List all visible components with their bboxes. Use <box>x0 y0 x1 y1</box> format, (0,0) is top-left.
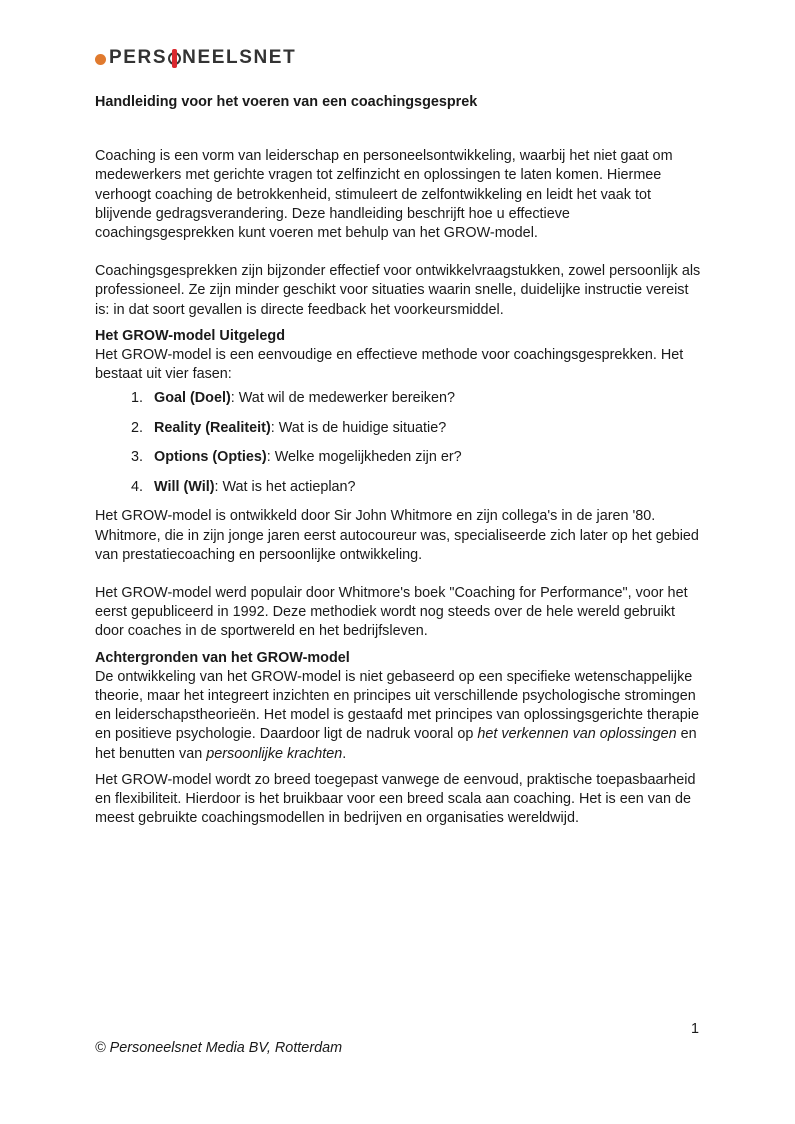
list-item-number: 3. <box>130 449 143 466</box>
list-item-term: Options (Opties) <box>154 449 267 466</box>
list-item-number: 4. <box>130 478 143 495</box>
background-text-a: De ontwikkeling van het GROW-model is niet gebaseerd op een specifieke wetenschappelijke theorie, maar het integreert inzichten en principes uit verschillende psychologische stromingen en leiderschapstheorieën. Het model is gestaafd met principes van oplossingsgerichte therapie en positieve psychologie. Daardoor ligt de nadruk vooral op <box>95 668 699 743</box>
list-item <box>95 478 705 497</box>
list-item-number: 2. <box>130 419 143 436</box>
list-item-desc: : Welke mogelijkheden zijn er? <box>266 449 462 466</box>
footer-copyright: © Personeelsnet Media BV, Rotterdam <box>95 1040 343 1056</box>
list-item-term: Goal (Doel) <box>154 390 231 407</box>
intro-paragraph-1: Coaching is een vorm van leiderschap en personeelsontwikkeling, waarbij het niet gaat om medewerkers met gerichte vragen tot zelfinzicht en oplossingen te laten komen. Hiermee verhoogt coaching de betrokkenheid, stimuleert de zelfontwikkeling en leidt het vaak tot blijvende gedragsverandering. Deze handleiding beschrijft hoe u effectieve coachingsgesprekken kunt voeren met behulp van het GROW-model. <box>95 148 673 242</box>
list-item-term: Will (Wil) <box>154 478 215 495</box>
logo-wordmark <box>109 47 296 69</box>
intro-paragraph-2: Coachingsgesprekken zijn bijzonder effectief voor ontwikkelvraagstukken, zowel persoonlijk als professioneel. Ze zijn minder geschikt voor situaties waarin snelle, duidelijke instructie vereist is: in dat soort gevallen is directe feedback het voorkeursmiddel. <box>95 263 701 318</box>
section-heading-grow: Het GROW-model Uitgelegd <box>95 327 285 344</box>
section-heading-background: Achtergronden van het GROW-model <box>95 649 350 666</box>
logo-text-left: PERS <box>109 47 168 68</box>
background-paragraph-2: Het GROW-model wordt zo breed toegepast vanwege de eenvoud, praktische toepasbaarheid en flexibiliteit. Hierdoor is het bruikbaar voor een breed scala aan coaching. Het is een van de meest gebruikte coachingsmodellen in bedrijven en organisaties wereldwijd. <box>95 771 696 827</box>
background-text-b: en het benutten van <box>95 726 697 762</box>
logo-text-right: NEELSNET <box>182 47 297 68</box>
list-item-desc: : Wat wil de medewerker bereiken? <box>230 390 455 407</box>
document-body <box>95 93 705 828</box>
grow-history-paragraph: Het GROW-model is ontwikkeld door Sir John Whitmore en zijn collega's in de jaren '80. Whitmore, die in zijn jonge jaren eerst autocoureur was, specialiseerde zich later op het gebied van prestatiecoaching en persoonlijke ontwikkeling. <box>95 508 699 563</box>
grow-phases-list <box>95 389 705 497</box>
document-title: Handleiding voor het voeren van een coachingsgesprek <box>95 94 478 110</box>
background-emphasis-1: het verkennen van oplossingen <box>477 726 677 743</box>
background-emphasis-2: persoonlijke krachten <box>206 745 343 762</box>
logo-badge-icon <box>95 54 106 65</box>
personeelsnet-logo <box>95 47 296 69</box>
list-item-number: 1. <box>130 390 143 407</box>
list-item <box>95 419 705 438</box>
list-item <box>95 448 705 467</box>
background-text-c: . <box>342 745 347 762</box>
background-paragraph-1 <box>95 668 705 764</box>
grow-popularity-paragraph: Het GROW-model werd populair door Whitmore's boek "Coaching for Performance", voor het eerst gepubliceerd in 1992. Deze methodiek wordt nog steeds over de hele wereld gebruikt door coaches in de sportwereld en het bedrijfsleven. <box>95 585 688 640</box>
logo-o-mark-icon <box>168 52 181 65</box>
page-number: 1 <box>690 1021 699 1037</box>
section-lead-grow: Het GROW-model is een eenvoudige en effectieve methode voor coachingsgesprekken. Het bestaat uit vier fasen: <box>95 347 684 383</box>
list-item <box>95 389 705 408</box>
list-item-desc: : Wat is de huidige situatie? <box>270 419 447 436</box>
list-item-desc: : Wat is het actieplan? <box>214 478 356 495</box>
list-item-term: Reality (Realiteit) <box>154 419 271 436</box>
